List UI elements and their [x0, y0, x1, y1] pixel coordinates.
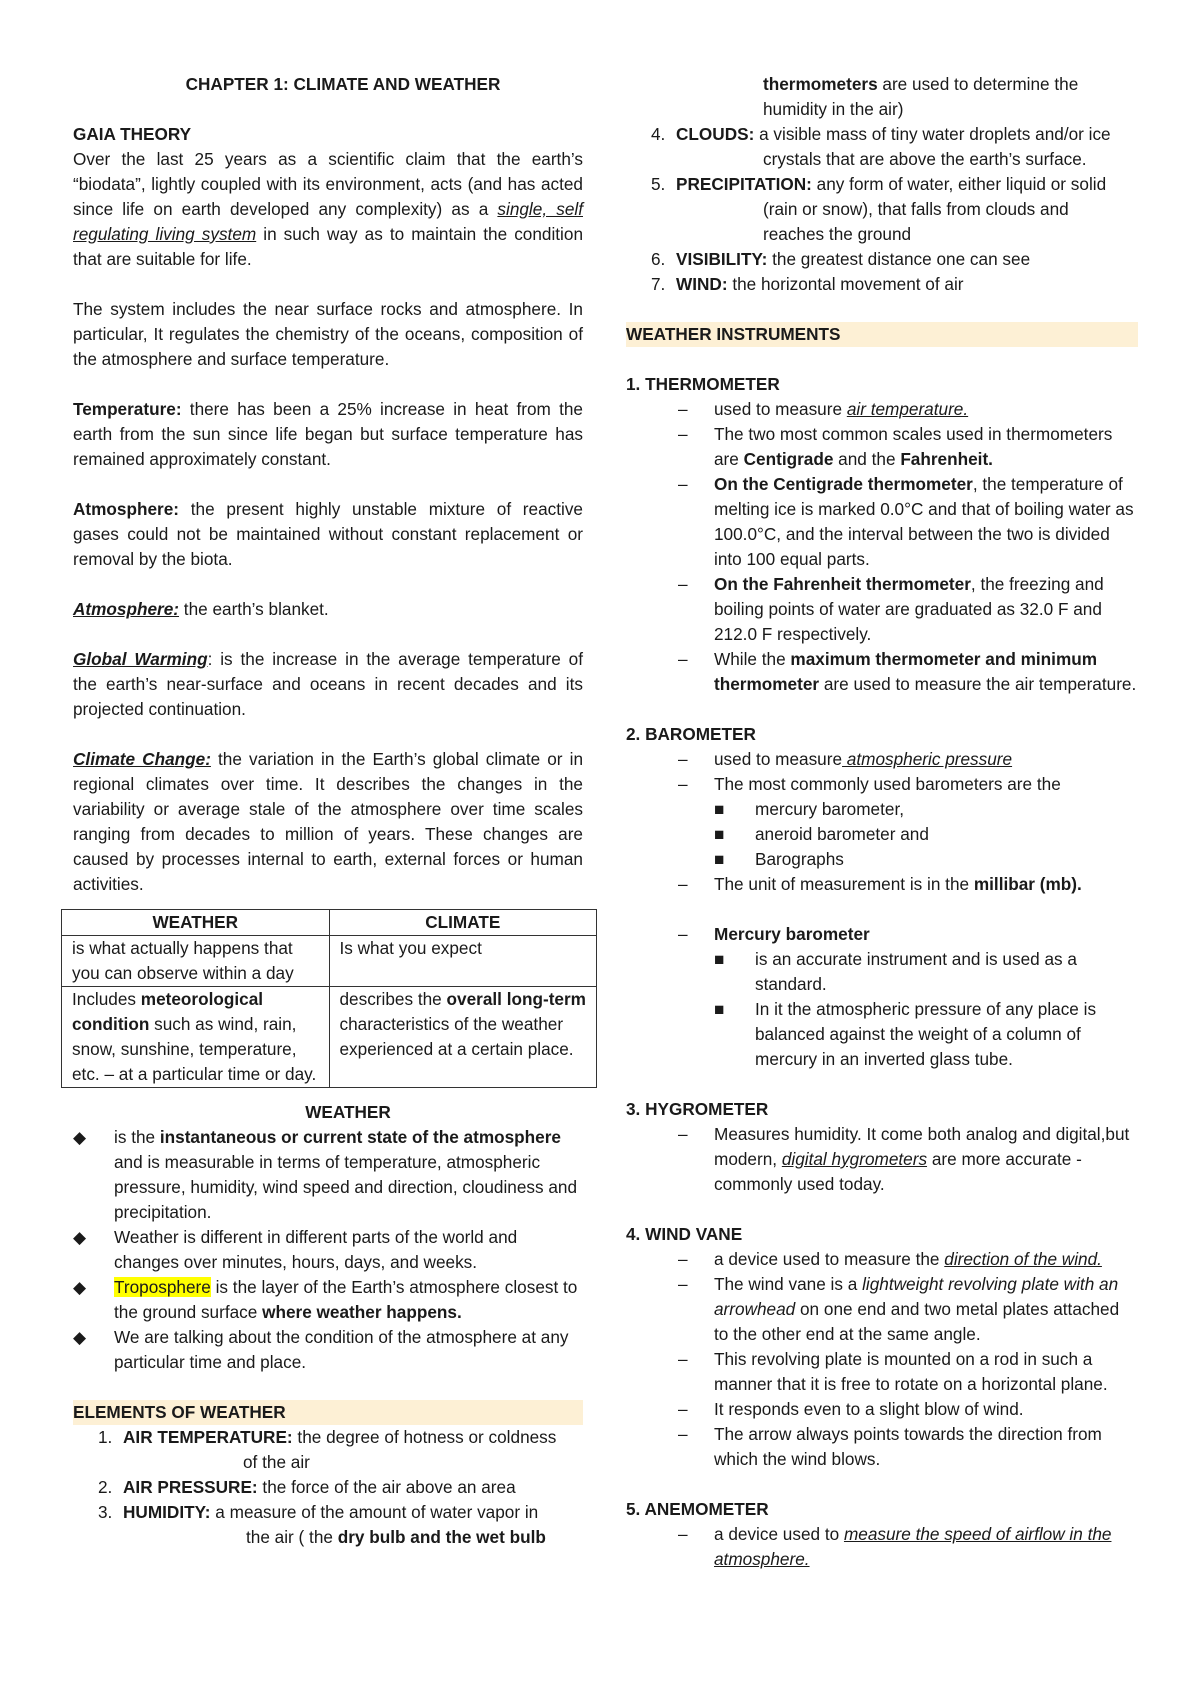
diamond-bullet-icon: ◆	[73, 1227, 87, 1247]
gaia-heading: GAIA THEORY	[73, 124, 192, 144]
list-item: ■ mercury barometer,	[626, 797, 1138, 822]
right-column	[626, 72, 1138, 1572]
table-cell: Includes meteorological condition such as wind, rain, snow, sunshine, temperature, etc. – at a particular time or day.	[62, 987, 330, 1088]
elements-list-continued: thermometers are used to determine the humidity in the air) 4. CLOUDS: a visible mass of tiny water droplets and/or ice crystals that are above the earth’s surface. 5. PRECIPITATION: any form of water, either liquid or solid (rain or snow), that falls from clouds and reaches the ground 6. VISIBILITY: the greatest distance one can see 7. WIND: the horizontal movement of air	[626, 72, 1138, 297]
atmosphere-definition-2: Atmosphere: the earth’s blanket.	[73, 599, 329, 619]
list-item: – used to measure atmospheric pressure	[678, 749, 1013, 769]
list-item: 6. VISIBILITY: the greatest distance one can see	[651, 249, 1031, 269]
weather-bullet: ◆ is the instantaneous or current state of the atmosphere and is measurable in terms of temperature, atmospheric pressure, humidity, wind speed and direction, cloudiness and precipitation.	[73, 1127, 578, 1222]
highlighted-term: Troposphere	[114, 1277, 211, 1297]
diamond-bullet-icon: ◆	[73, 1127, 87, 1147]
list-item: 2. AIR PRESSURE: the force of the air above an area	[98, 1477, 516, 1497]
table-header-climate: CLIMATE	[329, 910, 597, 936]
wind-vane-heading: 4. WIND VANE	[626, 1224, 743, 1244]
gaia-paragraph-2: The system includes the near surface rocks and atmosphere. In particular, It regulates the chemistry of the oceans, composition of the atmosphere and surface temperature.	[73, 299, 583, 369]
global-warming-definition: Global Warming: is the increase in the average temperature of the earth’s near-surface and oceans in recent decades and its projected continuation.	[73, 649, 584, 719]
list-item: 1. AIR TEMPERATURE: the degree of hotness or coldness	[98, 1427, 557, 1447]
chapter-title: CHAPTER 1: CLIMATE AND WEATHER	[185, 74, 501, 94]
list-item: 4. CLOUDS: a visible mass of tiny water droplets and/or ice	[651, 124, 1111, 144]
list-item: – used to measure air temperature.	[678, 399, 969, 419]
barometer-heading: 2. BAROMETER	[626, 724, 756, 744]
list-item: 5. PRECIPITATION: any form of water, either liquid or solid	[651, 174, 1107, 194]
weather-climate-table	[61, 909, 597, 1088]
anemometer-heading: 5. ANEMOMETER	[626, 1499, 769, 1519]
square-bullet-icon: ■	[714, 824, 725, 844]
list-item: – The unit of measurement is in the millibar (mb).	[678, 874, 1082, 894]
diamond-bullet-icon: ◆	[73, 1327, 87, 1347]
list-item: ■ In it the atmospheric pressure of any place is balanced against the weight of a column of mercury in an inverted glass tube.	[714, 999, 1097, 1069]
list-item: – The wind vane is a lightweight revolving plate with an arrowhead on one end and two metal plates attached to the other end at the same angle.	[678, 1274, 1120, 1344]
square-bullet-icon: ■	[714, 999, 725, 1019]
left-column	[72, 72, 586, 1550]
list-item: ■ is an accurate instrument and is used as a standard.	[714, 949, 1077, 994]
table-cell: is what actually happens that you can observe within a day	[62, 936, 330, 987]
list-item: – The most commonly used barometers are the	[678, 774, 1061, 794]
list-item: – The two most common scales used in thermometers are Centigrade and the Fahrenheit.	[678, 424, 1113, 469]
table-cell: Is what you expect	[329, 936, 597, 987]
list-item: ■ aneroid barometer and	[626, 822, 1138, 847]
weather-bullet: ◆ Troposphere is the layer of the Earth’s atmosphere closest to the ground surface where weather happens.	[73, 1277, 578, 1322]
instruments-heading: WEATHER INSTRUMENTS	[626, 322, 1138, 347]
list-item: – While the maximum thermometer and minimum thermometer are used to measure the air temperature.	[678, 649, 1137, 694]
square-bullet-icon: ■	[714, 799, 725, 819]
elements-heading: ELEMENTS OF WEATHER	[73, 1400, 583, 1425]
square-bullet-icon: ■	[714, 949, 725, 969]
list-item: – The arrow always points towards the direction from which the wind blows.	[678, 1424, 1102, 1469]
atmosphere-definition-1: Atmosphere: the present highly unstable mixture of reactive gases could not be maintained without constant replacement or removal by the biota.	[73, 499, 583, 569]
gaia-paragraph-1: Over the last 25 years as a scientific claim that the earth’s “biodata”, lightly coupled with its environment, acts (and has acted since life on earth developed any complexity) as a single, self regulating living system in such way as to maintain the condition that are suitable for life.	[73, 149, 583, 269]
square-bullet-icon: ■	[714, 849, 725, 869]
list-item: ■ Barographs	[626, 847, 1138, 872]
list-item: – It responds even to a slight blow of wind.	[678, 1399, 1024, 1419]
thermometer-heading: 1. THERMOMETER	[626, 374, 780, 394]
weather-heading: WEATHER	[305, 1102, 391, 1122]
list-item: – Measures humidity. It come both analog and digital,but modern, digital hygrometers are more accurate - commonly used today.	[678, 1124, 1130, 1194]
weather-bullet: ◆ Weather is different in different parts of the world and changes over minutes, hours, days, and weeks.	[73, 1227, 518, 1272]
list-item: 3. HUMIDITY: a measure of the amount of water vapor in	[98, 1502, 539, 1522]
list-item: – On the Centigrade thermometer, the temperature of melting ice is marked 0.0°C and that of boiling water as 100.0°C, and the interval between the two is divided into 100 equal parts.	[678, 474, 1134, 569]
climate-change-definition: Climate Change: the variation in the Earth’s global climate or in regional climates over time. It describes the changes in the variability or average stale of the atmosphere over time scales ranging from decades to million of years. These changes are caused by processes internal to earth, external forces or human activities.	[73, 749, 583, 894]
hygrometer-heading: 3. HYGROMETER	[626, 1099, 769, 1119]
list-item: – a device used to measure the speed of airflow in the atmosphere.	[678, 1524, 1112, 1569]
list-item: 7. WIND: the horizontal movement of air	[651, 274, 964, 294]
weather-bullet: ◆ We are talking about the condition of the atmosphere at any particular time and place.	[73, 1327, 569, 1372]
diamond-bullet-icon: ◆	[73, 1277, 87, 1297]
list-item: – On the Fahrenheit thermometer, the freezing and boiling points of water are graduated as 32.0 F and 212.0 F respectively.	[678, 574, 1104, 644]
list-item: – Mercury barometer	[678, 924, 870, 944]
table-cell: describes the overall long-term characteristics of the weather experienced at a certain place.	[329, 987, 597, 1088]
temperature-definition: Temperature: there has been a 25% increase in heat from the earth from the sun since life began but surface temperature has remained approximately constant.	[73, 399, 583, 469]
list-item: – a device used to measure the direction of the wind.	[678, 1249, 1102, 1269]
list-item: – This revolving plate is mounted on a rod in such a manner that it is free to rotate on a horizontal plane.	[678, 1349, 1108, 1394]
table-header-weather: WEATHER	[62, 910, 330, 936]
elements-list: 1. AIR TEMPERATURE: the degree of hotness or coldness of the air 2. AIR PRESSURE: the force of the air above an area 3. HUMIDITY: a measure of the amount of water vapor in the air ( the dry bulb and the wet bulb	[73, 1425, 583, 1550]
